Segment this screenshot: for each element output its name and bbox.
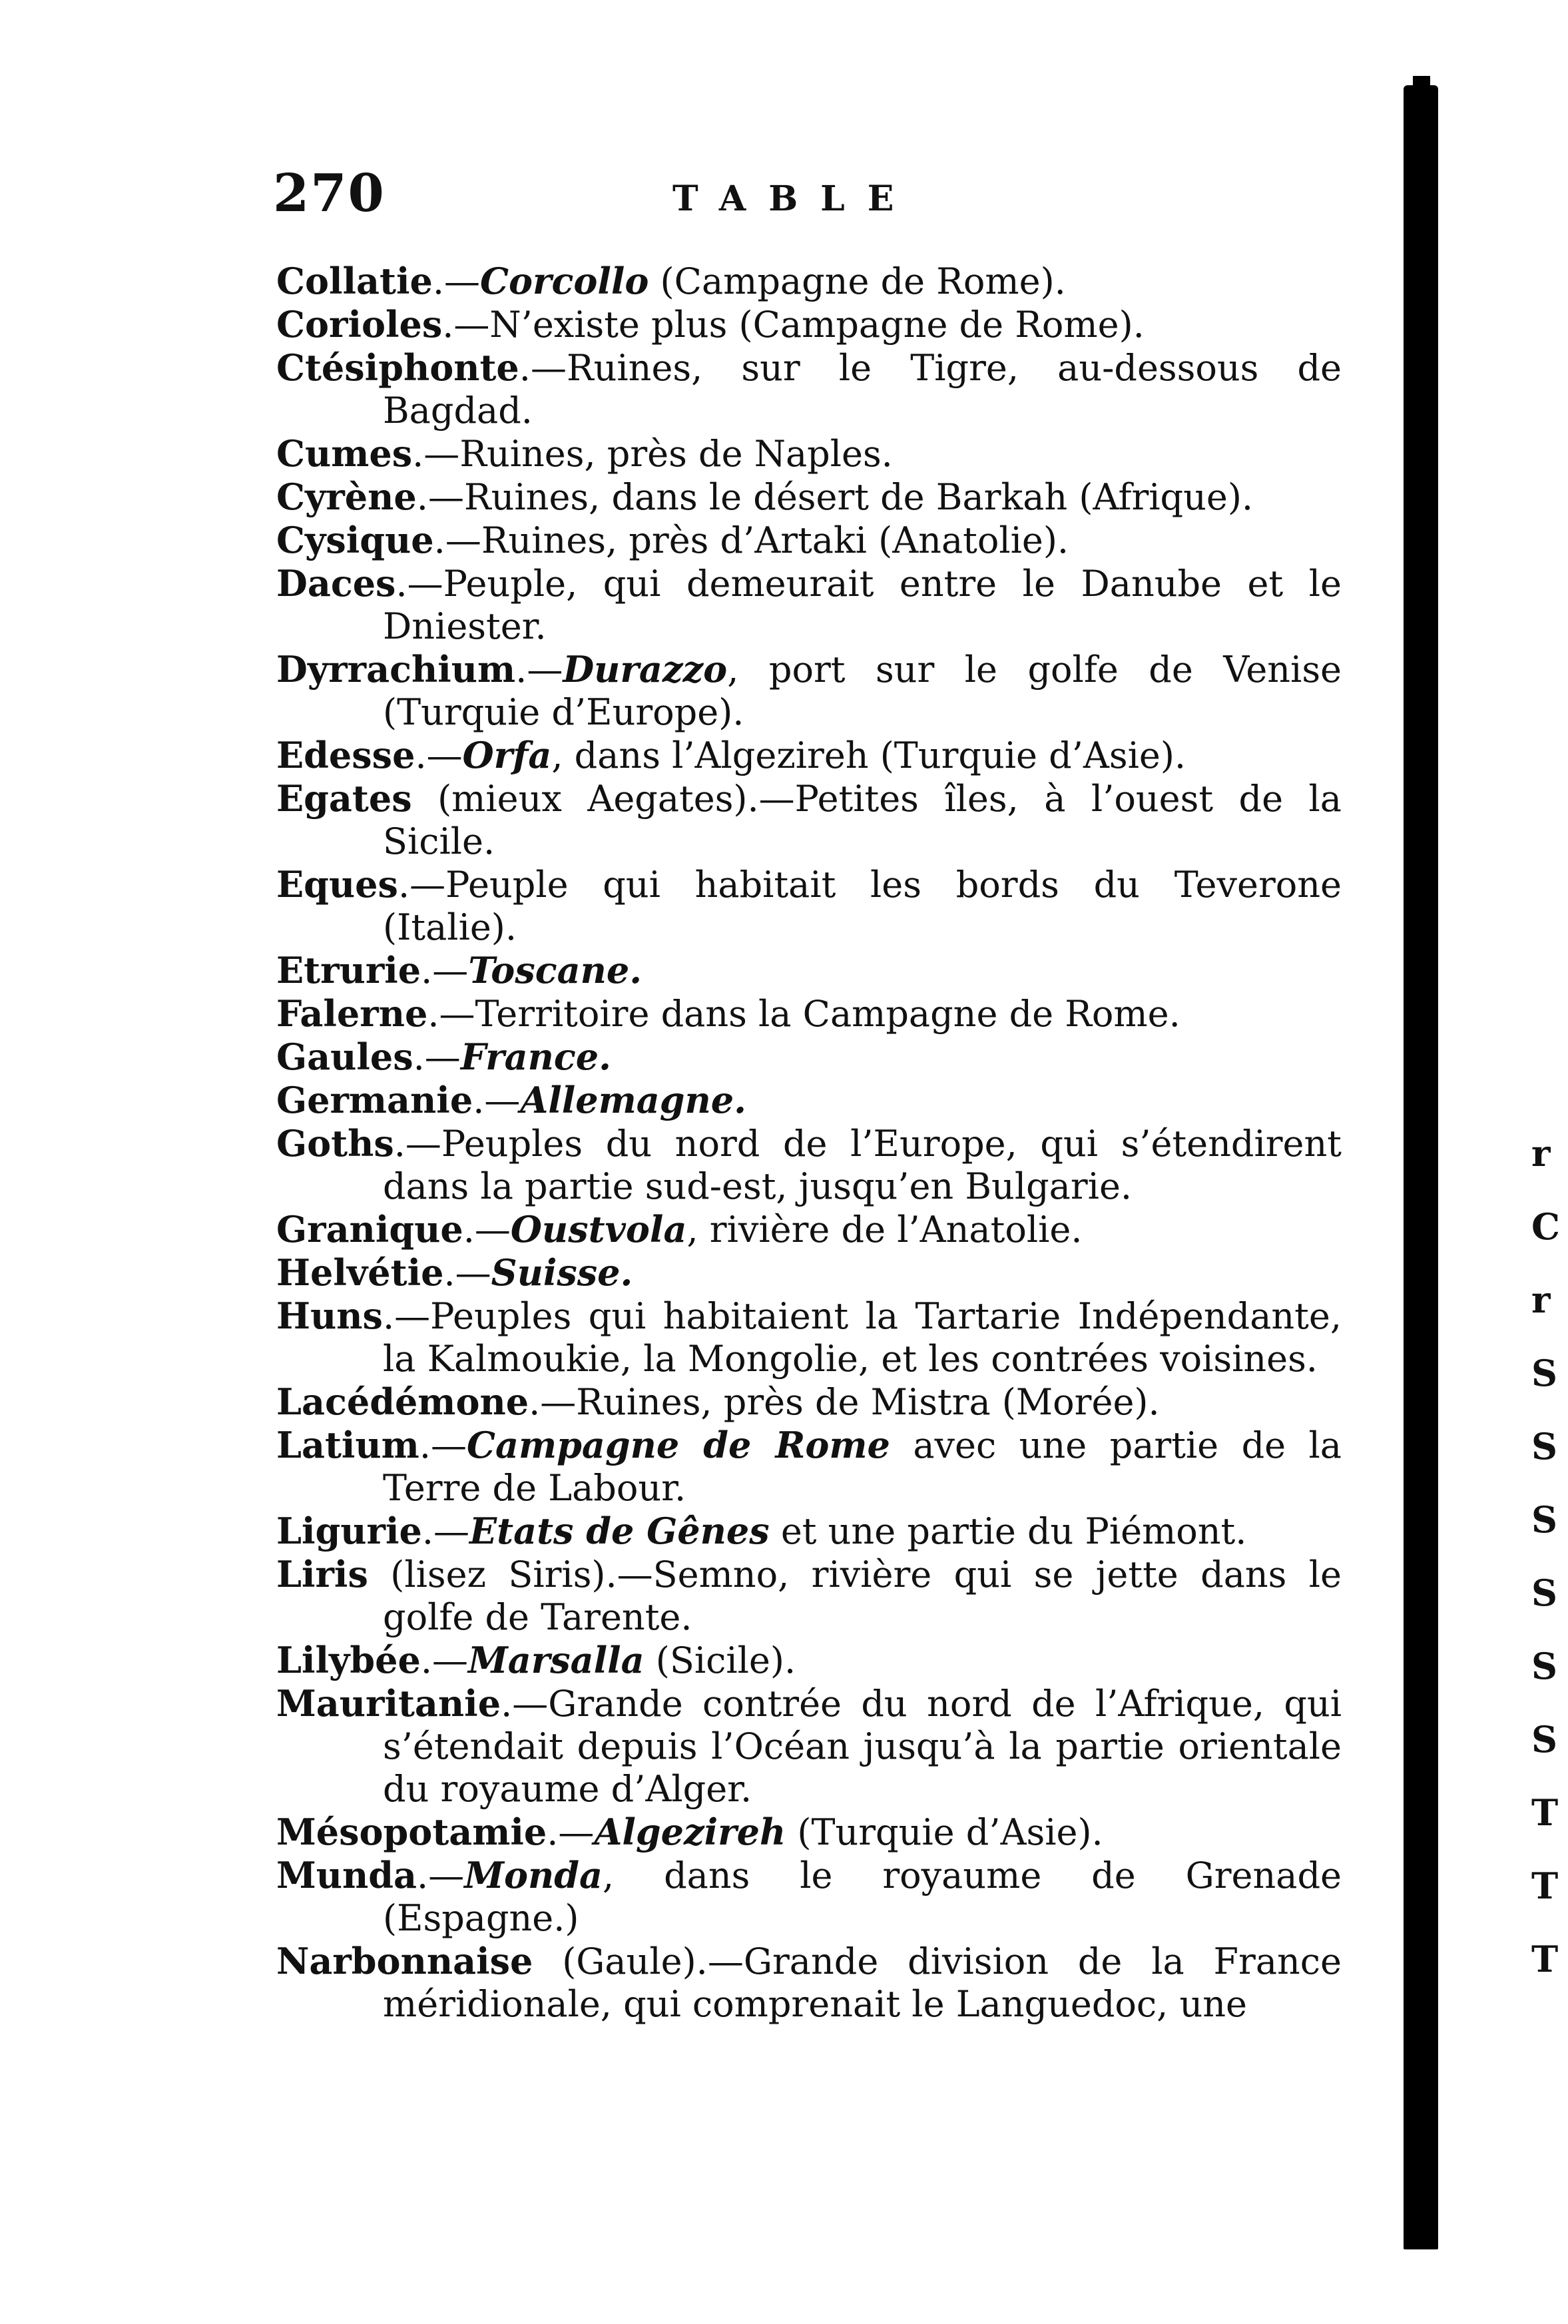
entry-headword: Mauritanie [276, 1682, 501, 1725]
entry-description: Peuples du nord de l’Europe, qui s’étendirent dans la partie sud-est, jusqu’en Bulgarie. [383, 1123, 1342, 1207]
entry-headword: Lilybée [276, 1639, 421, 1681]
entry-description: (mieux Aegates).—Petites îles, à l’ouest de la Sicile. [383, 778, 1342, 862]
entry-headword: Lacédémone [276, 1380, 529, 1423]
index-entry [276, 432, 1342, 475]
entry-separator: .— [427, 993, 475, 1035]
entry-separator: .— [473, 1079, 521, 1121]
entry-headword: Narbonnaise [276, 1940, 533, 1982]
facing-page-letter: S [1531, 1645, 1557, 1687]
entry-separator: .— [443, 1252, 491, 1294]
entry-headword: Helvétie [276, 1251, 444, 1294]
entry-headword: Ligurie [276, 1510, 422, 1552]
facing-page-letter: r [1531, 1132, 1551, 1175]
entry-separator: .— [415, 734, 463, 776]
entry-separator: .— [420, 1639, 469, 1681]
entry-modern-name: France. [460, 1035, 611, 1078]
entry-description: Ruines, dans le désert de Barkah (Afrique). [463, 476, 1254, 518]
index-entry [276, 562, 1342, 648]
index-entry [276, 519, 1342, 562]
entry-separator: .— [382, 1295, 431, 1337]
index-entry [276, 777, 1342, 863]
entry-headword: Latium [276, 1424, 419, 1466]
facing-page-letter: T [1531, 1865, 1559, 1907]
index-entry [276, 992, 1342, 1035]
entry-headword: Gaules [276, 1035, 413, 1078]
entry-separator: .— [519, 347, 567, 389]
entry-modern-name: Allemagne. [520, 1079, 746, 1121]
entry-modern-name: Toscane. [468, 949, 643, 992]
entry-description: Ruines, près de Mistra (Morée). [576, 1381, 1160, 1423]
entry-description: (Campagne de Rome). [649, 260, 1066, 302]
index-entry [276, 1035, 1342, 1079]
index-entry [276, 1122, 1342, 1208]
page-number: 270 [273, 163, 386, 224]
index-entry [276, 1079, 1342, 1122]
entry-headword: Liris [276, 1553, 368, 1596]
entry-separator: .— [395, 563, 443, 605]
entry-separator: .— [547, 1811, 595, 1853]
index-entry [276, 1295, 1342, 1380]
index-entries [276, 260, 1342, 2026]
entry-separator: .— [421, 950, 469, 992]
entry-separator: .— [397, 864, 446, 906]
entry-headword: Cumes [276, 432, 413, 475]
index-entry [276, 1510, 1342, 1553]
entry-separator: .— [416, 476, 464, 518]
index-entry [276, 1854, 1342, 1940]
facing-page-letter: S [1531, 1352, 1557, 1394]
entry-separator: .— [501, 1683, 549, 1725]
entry-description: Ruines, près de Naples. [459, 433, 893, 475]
index-entry [276, 1380, 1342, 1424]
index-entry [276, 648, 1342, 734]
entry-description: (Gaule).—Grande division de la France méridionale, qui comprenait le Languedoc, une [383, 1940, 1342, 2025]
entry-description: , rivière de l’Anatolie. [686, 1209, 1083, 1251]
index-entry [276, 1639, 1342, 1682]
entry-modern-name: Algezireh [594, 1811, 786, 1853]
entry-headword: Etrurie [276, 949, 421, 992]
index-entry [276, 1682, 1342, 1811]
index-entry [276, 1811, 1342, 1854]
entry-description: Ruines, près d’Artaki (Anatolie). [481, 519, 1069, 561]
entry-headword: Eques [276, 863, 398, 906]
entry-modern-name: Campagne de Rome [467, 1424, 890, 1466]
index-entry [276, 1424, 1342, 1510]
entry-separator: .— [463, 1209, 511, 1251]
index-entry [276, 260, 1342, 303]
entry-headword: Falerne [276, 992, 428, 1035]
index-entry [276, 1553, 1342, 1639]
entry-separator: .— [417, 1855, 465, 1896]
entry-separator: .— [433, 519, 481, 561]
entry-description: , dans l’Algezireh (Turquie d’Asie). [551, 734, 1186, 776]
index-entry [276, 949, 1342, 992]
facing-page-letter: S [1531, 1718, 1557, 1761]
entry-description: Peuples qui habitaient la Tartarie Indépendante, la Kalmoukie, la Mongolie, et les contrées voisines. [383, 1295, 1342, 1380]
entry-separator: .— [515, 649, 563, 691]
facing-page-letter: T [1531, 1938, 1559, 1980]
entry-separator: .— [412, 433, 460, 475]
entry-headword: Granique [276, 1208, 463, 1251]
entry-description: , dans le royaume de Grenade (Espagne.) [383, 1855, 1342, 1939]
entry-headword: Huns [276, 1295, 383, 1337]
entry-headword: Cyrène [276, 475, 417, 518]
entry-modern-name: Oustvola [510, 1208, 687, 1251]
entry-description: et une partie du Piémont. [769, 1510, 1247, 1552]
facing-page-letter: S [1531, 1498, 1557, 1541]
entry-description: Peuple qui habitait les bords du Teverone (Italie). [383, 864, 1342, 948]
index-entry [276, 1208, 1342, 1251]
entry-description: Ruines, sur le Tigre, au-dessous de Bagdad. [383, 347, 1342, 432]
entry-headword: Goths [276, 1122, 394, 1165]
entry-modern-name: Orfa [462, 734, 552, 776]
entry-modern-name: Suisse. [491, 1251, 633, 1294]
entry-headword: Collatie [276, 260, 433, 302]
facing-page-letter: T [1531, 1791, 1559, 1834]
entry-headword: Mésopotamie [276, 1811, 547, 1853]
entry-description: , port sur le golfe de Venise (Turquie d’Europe). [383, 649, 1342, 733]
entry-modern-name: Corcollo [480, 260, 649, 302]
entry-modern-name: Monda [464, 1854, 603, 1896]
entry-headword: Corioles [276, 303, 443, 346]
entry-separator: .— [421, 1510, 469, 1552]
facing-page-letter: r [1531, 1279, 1551, 1321]
entry-description: (lisez Siris).—Semno, rivière qui se jette dans le golfe de Tarente. [368, 1554, 1342, 1638]
index-entry [276, 346, 1342, 432]
entry-headword: Daces [276, 562, 396, 605]
entry-separator: .— [529, 1381, 577, 1423]
facing-page-letter: C [1531, 1205, 1560, 1248]
entry-headword: Egates [276, 777, 412, 820]
index-entry [276, 734, 1342, 777]
entry-separator: .— [419, 1424, 467, 1466]
index-entry [276, 863, 1342, 949]
entry-modern-name: Etats de Gênes [469, 1510, 770, 1552]
facing-page-edge [1531, 1132, 1568, 2011]
entry-separator: .— [442, 304, 490, 346]
entry-headword: Munda [276, 1854, 417, 1896]
entry-modern-name: Durazzo [563, 648, 728, 691]
entry-headword: Edesse [276, 734, 415, 776]
entry-separator: .— [413, 1036, 461, 1078]
facing-page-letter: S [1531, 1425, 1557, 1468]
binding-gutter [1404, 85, 1438, 2249]
entry-description: Peuple, qui demeurait entre le Danube et le Dniester. [383, 563, 1342, 647]
index-entry [276, 1940, 1342, 2026]
index-entry [276, 475, 1342, 519]
entry-description: (Turquie d’Asie). [786, 1811, 1103, 1853]
entry-separator: .— [432, 260, 480, 302]
entry-separator: .— [393, 1123, 441, 1165]
index-entry [276, 1251, 1342, 1295]
entry-modern-name: Marsalla [468, 1639, 645, 1681]
entry-headword: Dyrrachium [276, 648, 516, 691]
running-head: TABLE [672, 178, 917, 219]
entry-description: Territoire dans la Campagne de Rome. [475, 993, 1180, 1035]
entry-description: (Sicile). [644, 1639, 796, 1681]
entry-description: Grande contrée du nord de l’Afrique, qui s’étendait depuis l’Océan jusqu’à la partie orientale du royaume d’Alger. [383, 1683, 1342, 1810]
entry-headword: Germanie [276, 1079, 473, 1121]
facing-page-letter: S [1531, 1572, 1557, 1614]
entry-description: avec une partie de la Terre de Labour. [383, 1424, 1342, 1509]
entry-headword: Cysique [276, 519, 434, 561]
index-entry [276, 303, 1342, 346]
entry-description: N’existe plus (Campagne de Rome). [489, 304, 1145, 346]
entry-headword: Ctésiphonte [276, 346, 519, 389]
